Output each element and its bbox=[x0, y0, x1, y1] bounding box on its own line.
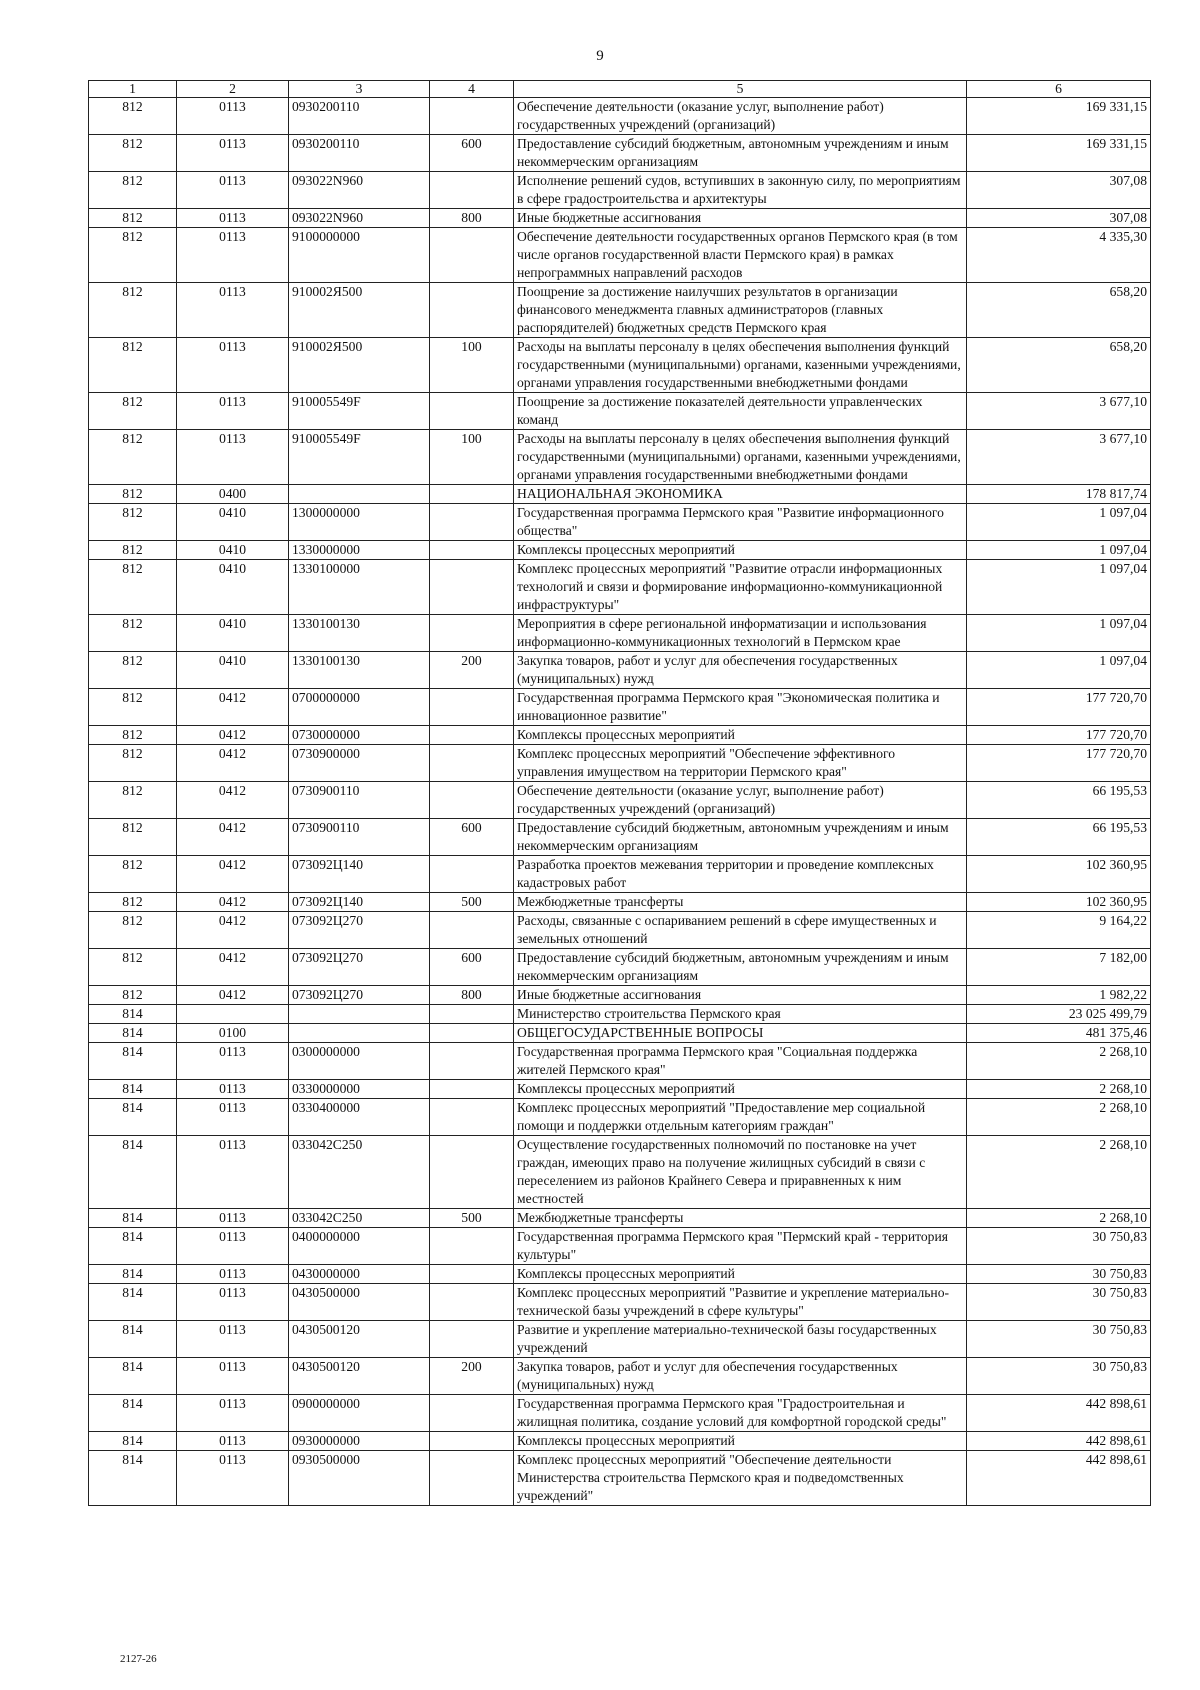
table-row bbox=[89, 1321, 1151, 1358]
table-row bbox=[89, 430, 1151, 485]
ministry-code-cell: 812 bbox=[89, 912, 177, 949]
target-article-cell: 0730000000 bbox=[289, 726, 430, 745]
target-article-cell: 073092Ц140 bbox=[289, 893, 430, 912]
section-code-cell: 0412 bbox=[177, 986, 289, 1005]
ministry-code-cell: 812 bbox=[89, 283, 177, 338]
section-code-cell: 0412 bbox=[177, 782, 289, 819]
amount-cell: 658,20 bbox=[967, 283, 1151, 338]
section-code-cell: 0113 bbox=[177, 1432, 289, 1451]
ministry-code-cell: 812 bbox=[89, 541, 177, 560]
expense-type-cell bbox=[430, 782, 514, 819]
column-header: 5 bbox=[514, 81, 967, 98]
target-article-cell: 093022N960 bbox=[289, 172, 430, 209]
expense-type-cell: 800 bbox=[430, 986, 514, 1005]
table-row bbox=[89, 209, 1151, 228]
target-article-cell: 0330400000 bbox=[289, 1099, 430, 1136]
expense-type-cell bbox=[430, 615, 514, 652]
amount-cell: 9 164,22 bbox=[967, 912, 1151, 949]
expense-type-cell bbox=[430, 745, 514, 782]
target-article-cell: 0430500120 bbox=[289, 1358, 430, 1395]
expense-type-cell bbox=[430, 504, 514, 541]
table-row bbox=[89, 1080, 1151, 1099]
ministry-code-cell: 812 bbox=[89, 135, 177, 172]
amount-cell: 102 360,95 bbox=[967, 893, 1151, 912]
amount-cell: 30 750,83 bbox=[967, 1284, 1151, 1321]
expense-type-cell: 200 bbox=[430, 1358, 514, 1395]
document-code: 2127-26 bbox=[120, 1653, 157, 1665]
target-article-cell: 1330100130 bbox=[289, 652, 430, 689]
amount-cell: 481 375,46 bbox=[967, 1024, 1151, 1043]
description-cell: Обеспечение деятельности государственных органов Пермского края (в том числе органов государственной власти Пермского края) в рамках непрограммных направлений расходов bbox=[514, 228, 967, 283]
description-cell: Государственная программа Пермского края "Социальная поддержка жителей Пермского края" bbox=[514, 1043, 967, 1080]
column-header: 6 bbox=[967, 81, 1151, 98]
table-row bbox=[89, 986, 1151, 1005]
expense-type-cell bbox=[430, 1284, 514, 1321]
target-article-cell: 1330000000 bbox=[289, 541, 430, 560]
amount-cell: 1 097,04 bbox=[967, 541, 1151, 560]
ministry-code-cell: 812 bbox=[89, 560, 177, 615]
target-article-cell bbox=[289, 1024, 430, 1043]
section-code-cell: 0412 bbox=[177, 745, 289, 782]
ministry-code-cell: 812 bbox=[89, 209, 177, 228]
expense-type-cell: 800 bbox=[430, 209, 514, 228]
ministry-code-cell: 812 bbox=[89, 228, 177, 283]
table-row bbox=[89, 228, 1151, 283]
header-row bbox=[89, 81, 1151, 98]
amount-cell: 177 720,70 bbox=[967, 726, 1151, 745]
amount-cell: 30 750,83 bbox=[967, 1321, 1151, 1358]
target-article-cell: 0430000000 bbox=[289, 1265, 430, 1284]
description-cell: Предоставление субсидий бюджетным, автономным учреждениям и иным некоммерческим организациям bbox=[514, 819, 967, 856]
description-cell: Государственная программа Пермского края "Развитие информационного общества" bbox=[514, 504, 967, 541]
ministry-code-cell: 812 bbox=[89, 172, 177, 209]
target-article-cell: 0430500000 bbox=[289, 1284, 430, 1321]
table-row bbox=[89, 504, 1151, 541]
table-row bbox=[89, 1005, 1151, 1024]
expense-type-cell bbox=[430, 726, 514, 745]
amount-cell: 30 750,83 bbox=[967, 1265, 1151, 1284]
ministry-code-cell: 814 bbox=[89, 1043, 177, 1080]
description-cell: Закупка товаров, работ и услуг для обеспечения государственных (муниципальных) нужд bbox=[514, 652, 967, 689]
ministry-code-cell: 812 bbox=[89, 949, 177, 986]
amount-cell: 658,20 bbox=[967, 338, 1151, 393]
target-article-cell: 073092Ц140 bbox=[289, 856, 430, 893]
table-row bbox=[89, 1136, 1151, 1209]
amount-cell: 307,08 bbox=[967, 209, 1151, 228]
section-code-cell: 0113 bbox=[177, 1209, 289, 1228]
description-cell: Исполнение решений судов, вступивших в законную силу, по мероприятиям в сфере градостроительства и архитектуры bbox=[514, 172, 967, 209]
expense-type-cell bbox=[430, 1321, 514, 1358]
description-cell: Министерство строительства Пермского края bbox=[514, 1005, 967, 1024]
section-code-cell: 0113 bbox=[177, 1228, 289, 1265]
description-cell: Обеспечение деятельности (оказание услуг, выполнение работ) государственных учреждений (организаций) bbox=[514, 782, 967, 819]
description-cell: Межбюджетные трансферты bbox=[514, 1209, 967, 1228]
ministry-code-cell: 812 bbox=[89, 726, 177, 745]
section-code-cell: 0410 bbox=[177, 615, 289, 652]
table-row bbox=[89, 652, 1151, 689]
ministry-code-cell: 814 bbox=[89, 1432, 177, 1451]
table-row bbox=[89, 893, 1151, 912]
amount-cell: 1 097,04 bbox=[967, 560, 1151, 615]
ministry-code-cell: 812 bbox=[89, 338, 177, 393]
description-cell: Комплекс процессных мероприятий "Обеспечение деятельности Министерства строительства Пермского края и подведомственных учреждений" bbox=[514, 1451, 967, 1506]
table-row bbox=[89, 1043, 1151, 1080]
amount-cell: 2 268,10 bbox=[967, 1209, 1151, 1228]
section-code-cell: 0113 bbox=[177, 1043, 289, 1080]
section-code-cell: 0113 bbox=[177, 1080, 289, 1099]
table-row bbox=[89, 949, 1151, 986]
expense-type-cell: 600 bbox=[430, 135, 514, 172]
ministry-code-cell: 814 bbox=[89, 1080, 177, 1099]
section-code-cell: 0412 bbox=[177, 689, 289, 726]
table-row bbox=[89, 560, 1151, 615]
target-article-cell: 0430500120 bbox=[289, 1321, 430, 1358]
section-code-cell: 0410 bbox=[177, 504, 289, 541]
column-header: 1 bbox=[89, 81, 177, 98]
amount-cell: 169 331,15 bbox=[967, 135, 1151, 172]
table-row bbox=[89, 1451, 1151, 1506]
section-code-cell: 0412 bbox=[177, 912, 289, 949]
target-article-cell: 0930200110 bbox=[289, 98, 430, 135]
expense-type-cell bbox=[430, 1451, 514, 1506]
section-code-cell: 0410 bbox=[177, 541, 289, 560]
expense-type-cell bbox=[430, 485, 514, 504]
section-code-cell: 0113 bbox=[177, 1284, 289, 1321]
ministry-code-cell: 814 bbox=[89, 1136, 177, 1209]
description-cell: Иные бюджетные ассигнования bbox=[514, 986, 967, 1005]
ministry-code-cell: 814 bbox=[89, 1451, 177, 1506]
target-article-cell: 033042С250 bbox=[289, 1209, 430, 1228]
amount-cell: 307,08 bbox=[967, 172, 1151, 209]
section-code-cell: 0113 bbox=[177, 338, 289, 393]
expense-type-cell bbox=[430, 1099, 514, 1136]
amount-cell: 66 195,53 bbox=[967, 782, 1151, 819]
description-cell: Осуществление государственных полномочий по постановке на учет граждан, имеющих право на получение жилищных субсидий в связи с переселением из районов Крайнего Севера и приравненных к ним местностей bbox=[514, 1136, 967, 1209]
table-row bbox=[89, 819, 1151, 856]
section-code-cell: 0113 bbox=[177, 1358, 289, 1395]
table-row bbox=[89, 726, 1151, 745]
table-row bbox=[89, 98, 1151, 135]
table-row bbox=[89, 1284, 1151, 1321]
target-article-cell: 0700000000 bbox=[289, 689, 430, 726]
ministry-code-cell: 814 bbox=[89, 1321, 177, 1358]
table-row bbox=[89, 856, 1151, 893]
amount-cell: 7 182,00 bbox=[967, 949, 1151, 986]
description-cell: Комплекс процессных мероприятий "Развитие и укрепление материально-технической базы учреждений в сфере культуры" bbox=[514, 1284, 967, 1321]
expense-type-cell: 100 bbox=[430, 430, 514, 485]
section-code-cell: 0113 bbox=[177, 1395, 289, 1432]
ministry-code-cell: 814 bbox=[89, 1265, 177, 1284]
table-row bbox=[89, 912, 1151, 949]
description-cell: НАЦИОНАЛЬНАЯ ЭКОНОМИКА bbox=[514, 485, 967, 504]
table-row bbox=[89, 393, 1151, 430]
expense-type-cell bbox=[430, 1136, 514, 1209]
table-row bbox=[89, 135, 1151, 172]
amount-cell: 1 982,22 bbox=[967, 986, 1151, 1005]
ministry-code-cell: 812 bbox=[89, 986, 177, 1005]
expense-type-cell bbox=[430, 283, 514, 338]
ministry-code-cell: 814 bbox=[89, 1358, 177, 1395]
target-article-cell bbox=[289, 485, 430, 504]
section-code-cell: 0113 bbox=[177, 228, 289, 283]
amount-cell: 30 750,83 bbox=[967, 1228, 1151, 1265]
description-cell: Межбюджетные трансферты bbox=[514, 893, 967, 912]
ministry-code-cell: 812 bbox=[89, 782, 177, 819]
section-code-cell: 0113 bbox=[177, 283, 289, 338]
description-cell: ОБЩЕГОСУДАРСТВЕННЫЕ ВОПРОСЫ bbox=[514, 1024, 967, 1043]
table-row bbox=[89, 1358, 1151, 1395]
ministry-code-cell: 814 bbox=[89, 1228, 177, 1265]
table-row bbox=[89, 745, 1151, 782]
description-cell: Комплексы процессных мероприятий bbox=[514, 1080, 967, 1099]
table-row bbox=[89, 338, 1151, 393]
target-article-cell: 093022N960 bbox=[289, 209, 430, 228]
amount-cell: 178 817,74 bbox=[967, 485, 1151, 504]
description-cell: Комплексы процессных мероприятий bbox=[514, 541, 967, 560]
section-code-cell: 0113 bbox=[177, 135, 289, 172]
amount-cell: 442 898,61 bbox=[967, 1451, 1151, 1506]
target-article-cell: 0300000000 bbox=[289, 1043, 430, 1080]
target-article-cell bbox=[289, 1005, 430, 1024]
target-article-cell: 0730900110 bbox=[289, 782, 430, 819]
amount-cell: 2 268,10 bbox=[967, 1080, 1151, 1099]
description-cell: Поощрение за достижение наилучших результатов в организации финансового менеджмента главных администраторов (главных распорядителей) бюджетных средств Пермского края bbox=[514, 283, 967, 338]
table-row bbox=[89, 1265, 1151, 1284]
amount-cell: 30 750,83 bbox=[967, 1358, 1151, 1395]
expense-type-cell bbox=[430, 393, 514, 430]
table-row bbox=[89, 615, 1151, 652]
section-code-cell: 0412 bbox=[177, 949, 289, 986]
target-article-cell: 0400000000 bbox=[289, 1228, 430, 1265]
amount-cell: 2 268,10 bbox=[967, 1099, 1151, 1136]
expense-type-cell: 100 bbox=[430, 338, 514, 393]
section-code-cell: 0113 bbox=[177, 1451, 289, 1506]
table-row bbox=[89, 782, 1151, 819]
section-code-cell: 0410 bbox=[177, 652, 289, 689]
description-cell: Разработка проектов межевания территории и проведение комплексных кадастровых работ bbox=[514, 856, 967, 893]
expense-type-cell bbox=[430, 856, 514, 893]
description-cell: Иные бюджетные ассигнования bbox=[514, 209, 967, 228]
amount-cell: 23 025 499,79 bbox=[967, 1005, 1151, 1024]
expense-type-cell bbox=[430, 560, 514, 615]
target-article-cell: 910002Я500 bbox=[289, 338, 430, 393]
description-cell: Развитие и укрепление материально-технической базы государственных учреждений bbox=[514, 1321, 967, 1358]
table-row bbox=[89, 283, 1151, 338]
expense-type-cell bbox=[430, 228, 514, 283]
table-row bbox=[89, 689, 1151, 726]
description-cell: Комплекс процессных мероприятий "Предоставление мер социальной помощи и поддержки отдельным категориям граждан" bbox=[514, 1099, 967, 1136]
amount-cell: 442 898,61 bbox=[967, 1395, 1151, 1432]
expense-type-cell bbox=[430, 1024, 514, 1043]
description-cell: Комплексы процессных мероприятий bbox=[514, 1265, 967, 1284]
table-row bbox=[89, 541, 1151, 560]
expense-type-cell bbox=[430, 172, 514, 209]
target-article-cell: 0730900000 bbox=[289, 745, 430, 782]
target-article-cell: 1330100130 bbox=[289, 615, 430, 652]
amount-cell: 1 097,04 bbox=[967, 652, 1151, 689]
description-cell: Комплекс процессных мероприятий "Обеспечение эффективного управления имуществом на территории Пермского края" bbox=[514, 745, 967, 782]
target-article-cell: 0930200110 bbox=[289, 135, 430, 172]
column-header: 3 bbox=[289, 81, 430, 98]
ministry-code-cell: 812 bbox=[89, 393, 177, 430]
expense-type-cell bbox=[430, 912, 514, 949]
expense-type-cell bbox=[430, 1080, 514, 1099]
target-article-cell: 073092Ц270 bbox=[289, 986, 430, 1005]
expense-type-cell: 500 bbox=[430, 1209, 514, 1228]
description-cell: Государственная программа Пермского края "Градостроительная и жилищная политика, создание условий для комфортной городской среды" bbox=[514, 1395, 967, 1432]
amount-cell: 4 335,30 bbox=[967, 228, 1151, 283]
description-cell: Расходы на выплаты персоналу в целях обеспечения выполнения функций государственными (муниципальными) органами, казенными учреждениями, органами управления государственными внебюджетными фондами bbox=[514, 430, 967, 485]
description-cell: Комплекс процессных мероприятий "Развитие отрасли информационных технологий и связи и формирование информационно-коммуникационной инфраструктуры" bbox=[514, 560, 967, 615]
description-cell: Предоставление субсидий бюджетным, автономным учреждениям и иным некоммерческим организациям bbox=[514, 949, 967, 986]
expense-type-cell bbox=[430, 1005, 514, 1024]
section-code-cell bbox=[177, 1005, 289, 1024]
ministry-code-cell: 814 bbox=[89, 1395, 177, 1432]
amount-cell: 442 898,61 bbox=[967, 1432, 1151, 1451]
description-cell: Государственная программа Пермского края "Пермский край - территория культуры" bbox=[514, 1228, 967, 1265]
amount-cell: 177 720,70 bbox=[967, 689, 1151, 726]
budget-table bbox=[88, 80, 1151, 1506]
target-article-cell: 0900000000 bbox=[289, 1395, 430, 1432]
section-code-cell: 0412 bbox=[177, 726, 289, 745]
amount-cell: 169 331,15 bbox=[967, 98, 1151, 135]
ministry-code-cell: 812 bbox=[89, 430, 177, 485]
expense-type-cell bbox=[430, 1432, 514, 1451]
description-cell: Комплексы процессных мероприятий bbox=[514, 1432, 967, 1451]
target-article-cell: 910005549F bbox=[289, 430, 430, 485]
section-code-cell: 0113 bbox=[177, 1265, 289, 1284]
ministry-code-cell: 812 bbox=[89, 819, 177, 856]
target-article-cell: 910002Я500 bbox=[289, 283, 430, 338]
description-cell: Предоставление субсидий бюджетным, автономным учреждениям и иным некоммерческим организациям bbox=[514, 135, 967, 172]
target-article-cell: 0730900110 bbox=[289, 819, 430, 856]
description-cell: Расходы, связанные с оспариванием решений в сфере имущественных и земельных отношений bbox=[514, 912, 967, 949]
expense-type-cell bbox=[430, 1043, 514, 1080]
expense-type-cell bbox=[430, 541, 514, 560]
target-article-cell: 910005549F bbox=[289, 393, 430, 430]
target-article-cell: 0930000000 bbox=[289, 1432, 430, 1451]
table-row bbox=[89, 172, 1151, 209]
expense-type-cell: 600 bbox=[430, 819, 514, 856]
amount-cell: 3 677,10 bbox=[967, 393, 1151, 430]
section-code-cell: 0113 bbox=[177, 393, 289, 430]
table-row bbox=[89, 1024, 1151, 1043]
ministry-code-cell: 814 bbox=[89, 1024, 177, 1043]
expense-type-cell: 500 bbox=[430, 893, 514, 912]
description-cell: Мероприятия в сфере региональной информатизации и использования информационно-коммуникационных технологий в Пермском крае bbox=[514, 615, 967, 652]
section-code-cell: 0400 bbox=[177, 485, 289, 504]
section-code-cell: 0412 bbox=[177, 856, 289, 893]
ministry-code-cell: 812 bbox=[89, 689, 177, 726]
ministry-code-cell: 814 bbox=[89, 1209, 177, 1228]
page-number: 9 bbox=[596, 48, 604, 64]
amount-cell: 102 360,95 bbox=[967, 856, 1151, 893]
ministry-code-cell: 812 bbox=[89, 652, 177, 689]
section-code-cell: 0113 bbox=[177, 172, 289, 209]
expense-type-cell bbox=[430, 689, 514, 726]
expense-type-cell bbox=[430, 1265, 514, 1284]
amount-cell: 177 720,70 bbox=[967, 745, 1151, 782]
section-code-cell: 0113 bbox=[177, 98, 289, 135]
expense-type-cell: 200 bbox=[430, 652, 514, 689]
section-code-cell: 0113 bbox=[177, 430, 289, 485]
ministry-code-cell: 812 bbox=[89, 893, 177, 912]
target-article-cell: 073092Ц270 bbox=[289, 912, 430, 949]
amount-cell: 1 097,04 bbox=[967, 504, 1151, 541]
description-cell: Закупка товаров, работ и услуг для обеспечения государственных (муниципальных) нужд bbox=[514, 1358, 967, 1395]
ministry-code-cell: 812 bbox=[89, 485, 177, 504]
amount-cell: 66 195,53 bbox=[967, 819, 1151, 856]
ministry-code-cell: 812 bbox=[89, 856, 177, 893]
section-code-cell: 0412 bbox=[177, 893, 289, 912]
section-code-cell: 0100 bbox=[177, 1024, 289, 1043]
description-cell: Расходы на выплаты персоналу в целях обеспечения выполнения функций государственными (муниципальными) органами, казенными учреждениями, органами управления государственными внебюджетными фондами bbox=[514, 338, 967, 393]
section-code-cell: 0113 bbox=[177, 1099, 289, 1136]
description-cell: Государственная программа Пермского края "Экономическая политика и инновационное развитие" bbox=[514, 689, 967, 726]
target-article-cell: 9100000000 bbox=[289, 228, 430, 283]
table-row bbox=[89, 1228, 1151, 1265]
table-row bbox=[89, 485, 1151, 504]
ministry-code-cell: 812 bbox=[89, 504, 177, 541]
section-code-cell: 0113 bbox=[177, 1321, 289, 1358]
ministry-code-cell: 814 bbox=[89, 1099, 177, 1136]
expense-type-cell bbox=[430, 1228, 514, 1265]
amount-cell: 1 097,04 bbox=[967, 615, 1151, 652]
table-row bbox=[89, 1209, 1151, 1228]
ministry-code-cell: 812 bbox=[89, 615, 177, 652]
description-cell: Обеспечение деятельности (оказание услуг, выполнение работ) государственных учреждений (организаций) bbox=[514, 98, 967, 135]
table-row bbox=[89, 1432, 1151, 1451]
expense-type-cell bbox=[430, 1395, 514, 1432]
expense-type-cell: 600 bbox=[430, 949, 514, 986]
section-code-cell: 0412 bbox=[177, 819, 289, 856]
table-body bbox=[89, 98, 1151, 1506]
ministry-code-cell: 814 bbox=[89, 1005, 177, 1024]
target-article-cell: 1330100000 bbox=[289, 560, 430, 615]
column-header: 4 bbox=[430, 81, 514, 98]
section-code-cell: 0410 bbox=[177, 560, 289, 615]
description-cell: Комплексы процессных мероприятий bbox=[514, 726, 967, 745]
target-article-cell: 0930500000 bbox=[289, 1451, 430, 1506]
table-row bbox=[89, 1099, 1151, 1136]
table-row bbox=[89, 1395, 1151, 1432]
expense-type-cell bbox=[430, 98, 514, 135]
target-article-cell: 1300000000 bbox=[289, 504, 430, 541]
ministry-code-cell: 812 bbox=[89, 745, 177, 782]
amount-cell: 2 268,10 bbox=[967, 1136, 1151, 1209]
target-article-cell: 033042С250 bbox=[289, 1136, 430, 1209]
column-header: 2 bbox=[177, 81, 289, 98]
section-code-cell: 0113 bbox=[177, 209, 289, 228]
description-cell: Поощрение за достижение показателей деятельности управленческих команд bbox=[514, 393, 967, 430]
section-code-cell: 0113 bbox=[177, 1136, 289, 1209]
target-article-cell: 0330000000 bbox=[289, 1080, 430, 1099]
ministry-code-cell: 814 bbox=[89, 1284, 177, 1321]
amount-cell: 3 677,10 bbox=[967, 430, 1151, 485]
amount-cell: 2 268,10 bbox=[967, 1043, 1151, 1080]
ministry-code-cell: 812 bbox=[89, 98, 177, 135]
target-article-cell: 073092Ц270 bbox=[289, 949, 430, 986]
